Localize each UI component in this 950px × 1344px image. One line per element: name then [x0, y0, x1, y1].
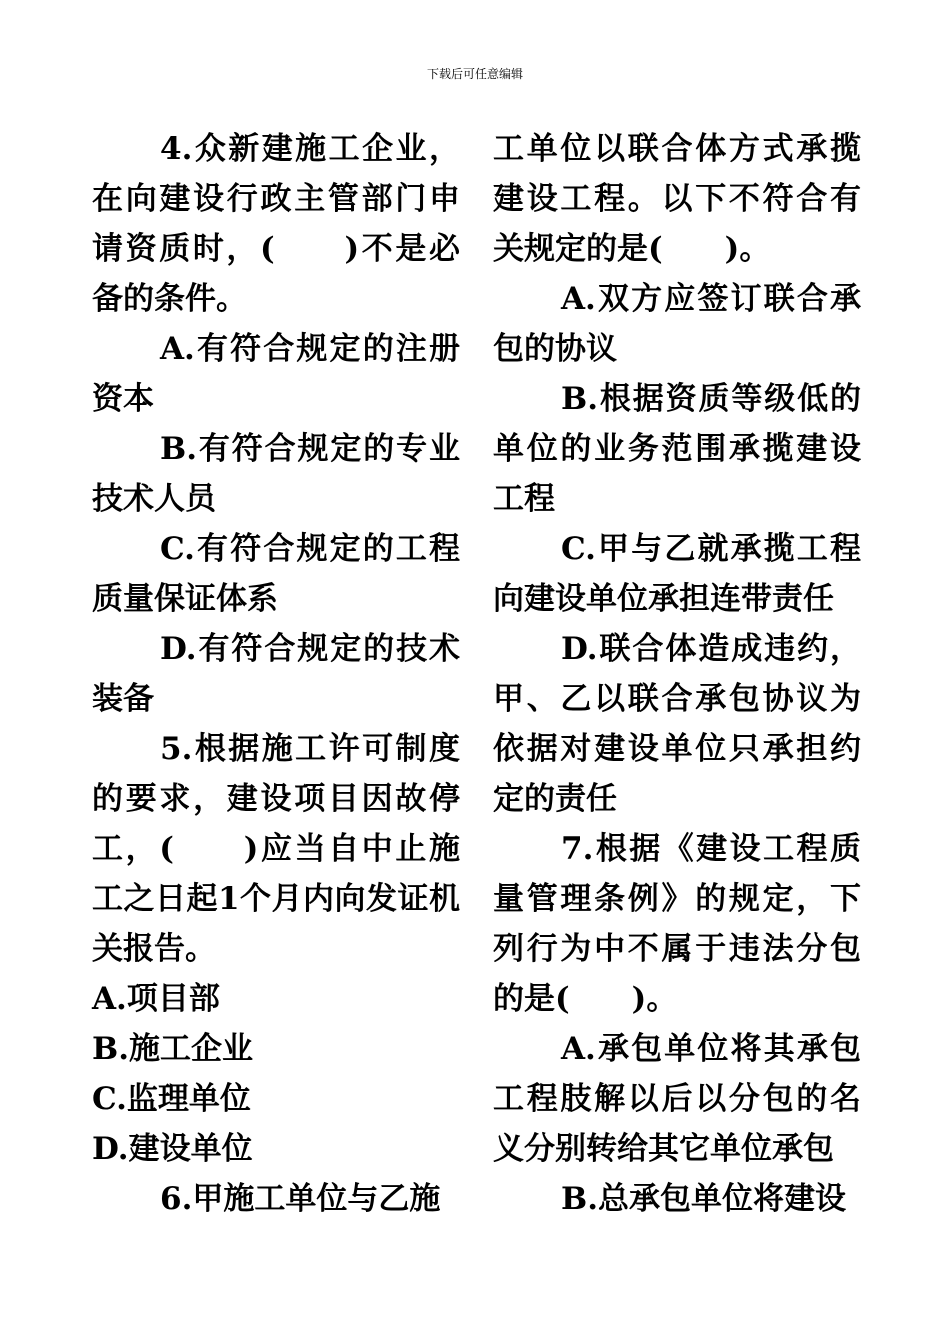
question-4-option-d: D.有符合规定的技术装备 [92, 631, 460, 717]
question-6-start: 6.甲施工单位与乙施 [160, 1181, 441, 1217]
question-4-option-c: C.有符合规定的工程质量保证体系 [92, 531, 460, 617]
question-7: 7.根据《建设工程质量管理条例》的规定，下列行为中不属于违法分包的是( )。 [493, 831, 861, 1017]
question-5-option-d: D.建设单位 [92, 1131, 253, 1167]
question-6-option-d: D.联合体造成违约，甲、乙以联合承包协议为依据对建设单位只承担约定的责任 [493, 631, 861, 817]
question-4-option-a: A.有符合规定的注册资本 [92, 331, 460, 417]
question-5-option-b: B.施工企业 [92, 1031, 253, 1067]
question-4: 4.众新建施工企业，在向建设行政主管部门申请资质时，( )不是必备的条件。 [92, 131, 460, 317]
question-6-option-b: B.根据资质等级低的单位的业务范围承揽建设工程 [493, 381, 861, 517]
question-6-option-a: A.双方应签订联合承包的协议 [493, 281, 861, 367]
question-7-option-a: A.承包单位将其承包工程肢解以后以分包的名义分别转给其它单位承包 [493, 1031, 861, 1167]
question-4-option-b: B.有符合规定的专业技术人员 [92, 431, 460, 517]
question-6-option-c: C.甲与乙就承揽工程向建设单位承担连带责任 [493, 531, 861, 617]
question-5-option-a: A.项目部 [92, 981, 220, 1017]
question-5: 5.根据施工许可制度的要求，建设项目因故停工，( )应当自中止施工之日起1个月内向发证机关报告。 [92, 731, 460, 967]
page-header: 下载后可任意编辑 [426, 67, 523, 81]
question-7-option-b: B.总承包单位将建设 [561, 1181, 846, 1217]
question-6-continued: 工单位以联合体方式承揽建设工程。以下不符合有关规定的是( )。 [493, 131, 861, 267]
right-column [493, 124, 861, 1224]
left-column [92, 124, 460, 1224]
question-5-option-c: C.监理单位 [92, 1081, 251, 1117]
